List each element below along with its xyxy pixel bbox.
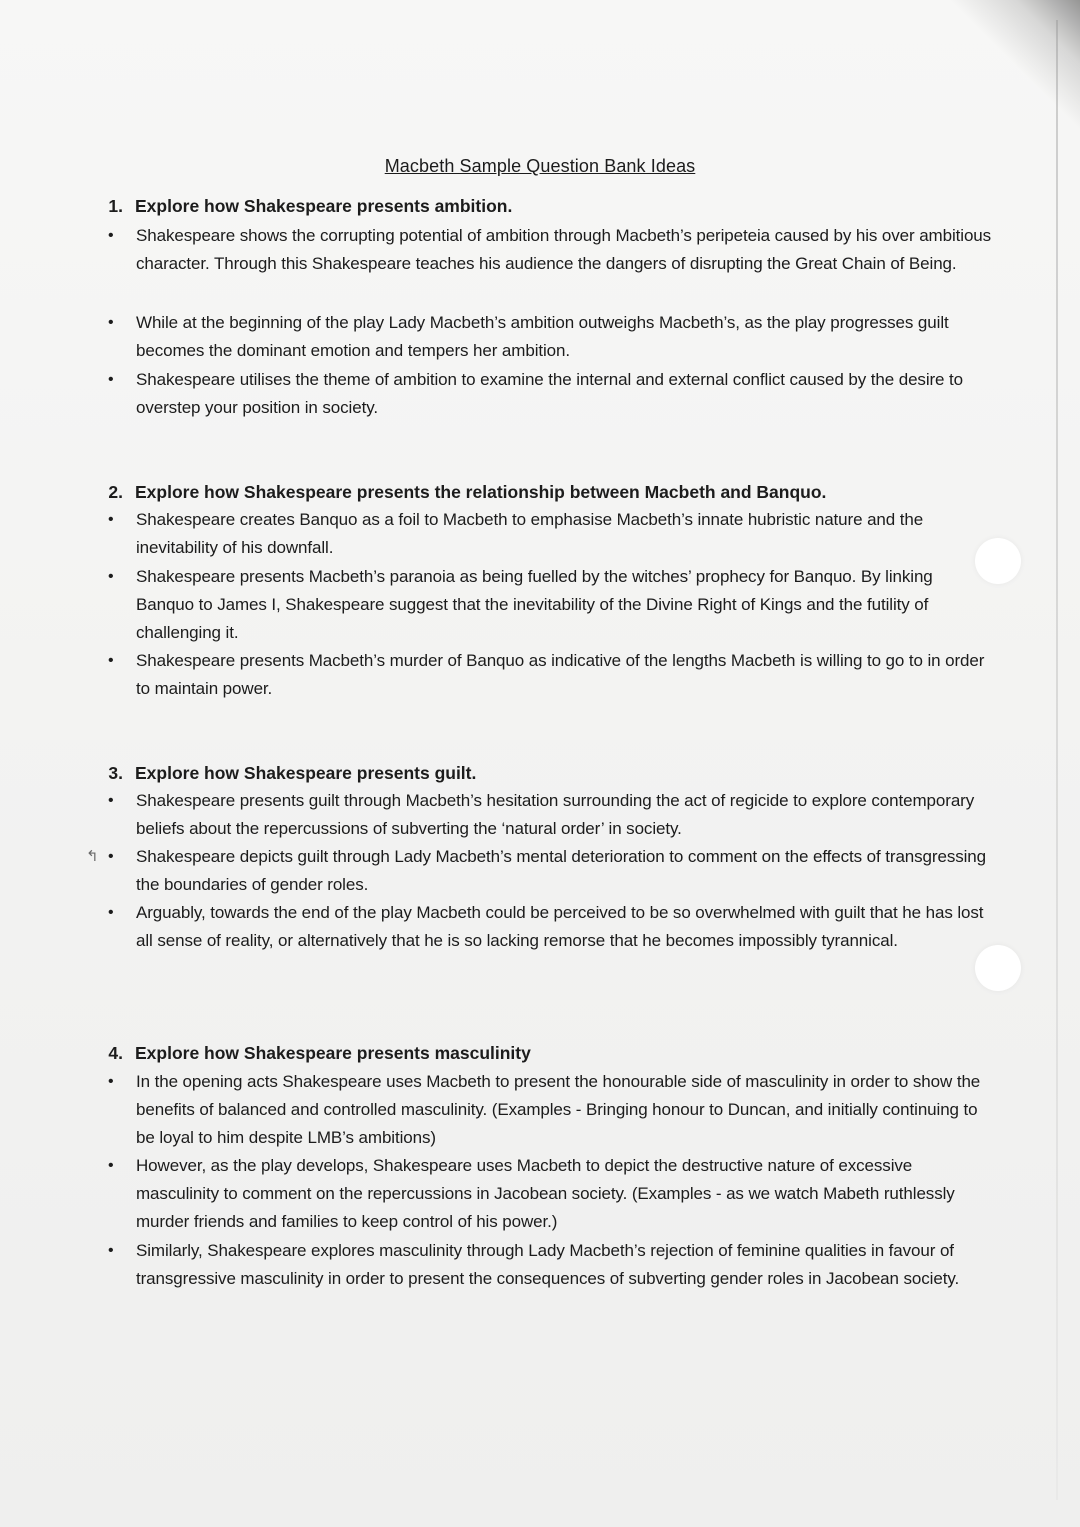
pen-mark: ↰ [86,848,99,865]
list-item [105,222,995,278]
question-text: Explore how Shakespeare presents ambition. [135,196,513,216]
bullet-icon: • [108,792,114,809]
bullet-icon: • [108,511,114,528]
list-item-text: However, as the play develops, Shakespeare uses Macbeth to depict the destructive nature of excessive masculinity to comment on the repercussions in Jacobean society. (Examples - as we watch Mabeth ruthlessly murder friends and families to keep control of his power.) [136,1156,955,1231]
question-text: Explore how Shakespeare presents guilt. [135,763,477,783]
bullet-icon: • [108,371,114,388]
question-heading [105,763,476,784]
list-item-text: Shakespeare shows the corrupting potential of ambition through Macbeth’s peripeteia caused by his over ambitious character. Through this Shakespeare teaches his audience the dangers of disrupting the Great Chain of Being. [136,226,992,273]
bullet-icon: • [108,314,114,331]
list-item [105,647,995,703]
page-edge [1056,20,1058,1500]
question-number: 1. [108,196,123,216]
bullet-icon: • [108,904,114,921]
question-text: Explore how Shakespeare presents the relationship between Macbeth and Banquo. [135,482,827,502]
folded-corner-shadow [940,0,1080,150]
bullet-icon: • [108,227,114,244]
bullet-icon: • [108,1157,114,1174]
bullet-icon: • [108,848,114,865]
list-item [105,1237,995,1293]
question-number: 3. [108,763,123,783]
question-heading [105,196,512,217]
bullet-icon: • [108,1242,114,1259]
question-heading [105,482,826,503]
bullet-icon: • [108,568,114,585]
bullet-icon: • [108,1073,114,1090]
list-item-text: In the opening acts Shakespeare uses Macbeth to present the honourable side of masculinity in order to show the benefits of balanced and controlled masculinity. (Examples - Bringing honour to Duncan, and initially continuing to be loyal to him despite LMB’s ambitions) [136,1072,981,1147]
list-item-text: Shakespeare presents Macbeth’s murder of Banquo as indicative of the lengths Macbeth is willing to go to in order to maintain power. [136,651,985,698]
list-item-text: Shakespeare utilises the theme of ambition to examine the internal and external conflict caused by the desire to overstep your position in society. [136,370,964,417]
list-item-text: Shakespeare presents guilt through Macbeth’s hesitation surrounding the act of regicide to explore contemporary beliefs about the repercussions of subverting the ‘natural order’ in society. [136,791,975,838]
list-item [105,506,995,562]
list-item-text: While at the beginning of the play Lady Macbeth’s ambition outweighs Macbeth’s, as the play progresses guilt becomes the dominant emotion and tempers her ambition. [136,313,949,360]
bullet-icon: • [108,652,114,669]
list-item-text: Shakespeare depicts guilt through Lady Macbeth’s mental deterioration to comment on the effects of transgressing the boundaries of gender roles. [136,847,987,894]
list-item [105,309,995,365]
question-number: 2. [108,482,123,502]
list-item [105,787,995,843]
list-item-text: Arguably, towards the end of the play Macbeth could be perceived to be so overwhelmed with guilt that he has lost all sense of reality, or alternatively that he is so lacking remorse that he becomes impossibly tyrannical. [136,903,984,950]
list-item [105,899,995,955]
list-item [105,1068,995,1152]
list-item-text: Shakespeare presents Macbeth’s paranoia as being fuelled by the witches’ prophecy for Banquo. By linking Banquo to James I, Shakespeare suggest that the inevitability of the Divine Right of Kings and the futility of challenging it. [136,567,933,642]
list-item [105,843,995,899]
list-item [105,1152,995,1236]
list-item-text: Similarly, Shakespeare explores masculinity through Lady Macbeth’s rejection of feminine qualities in favour of transgressive masculinity in order to present the consequences of subverting gender roles in Jacobean society. [136,1241,960,1288]
question-number: 4. [108,1043,123,1063]
question-text: Explore how Shakespeare presents masculinity [135,1043,531,1063]
list-item-text: Shakespeare creates Banquo as a foil to Macbeth to emphasise Macbeth’s innate hubristic nature and the inevitability of his downfall. [136,510,924,557]
question-heading [105,1043,531,1064]
list-item [105,563,995,647]
document-title: Macbeth Sample Question Bank Ideas [384,156,696,176]
list-item [105,366,995,422]
